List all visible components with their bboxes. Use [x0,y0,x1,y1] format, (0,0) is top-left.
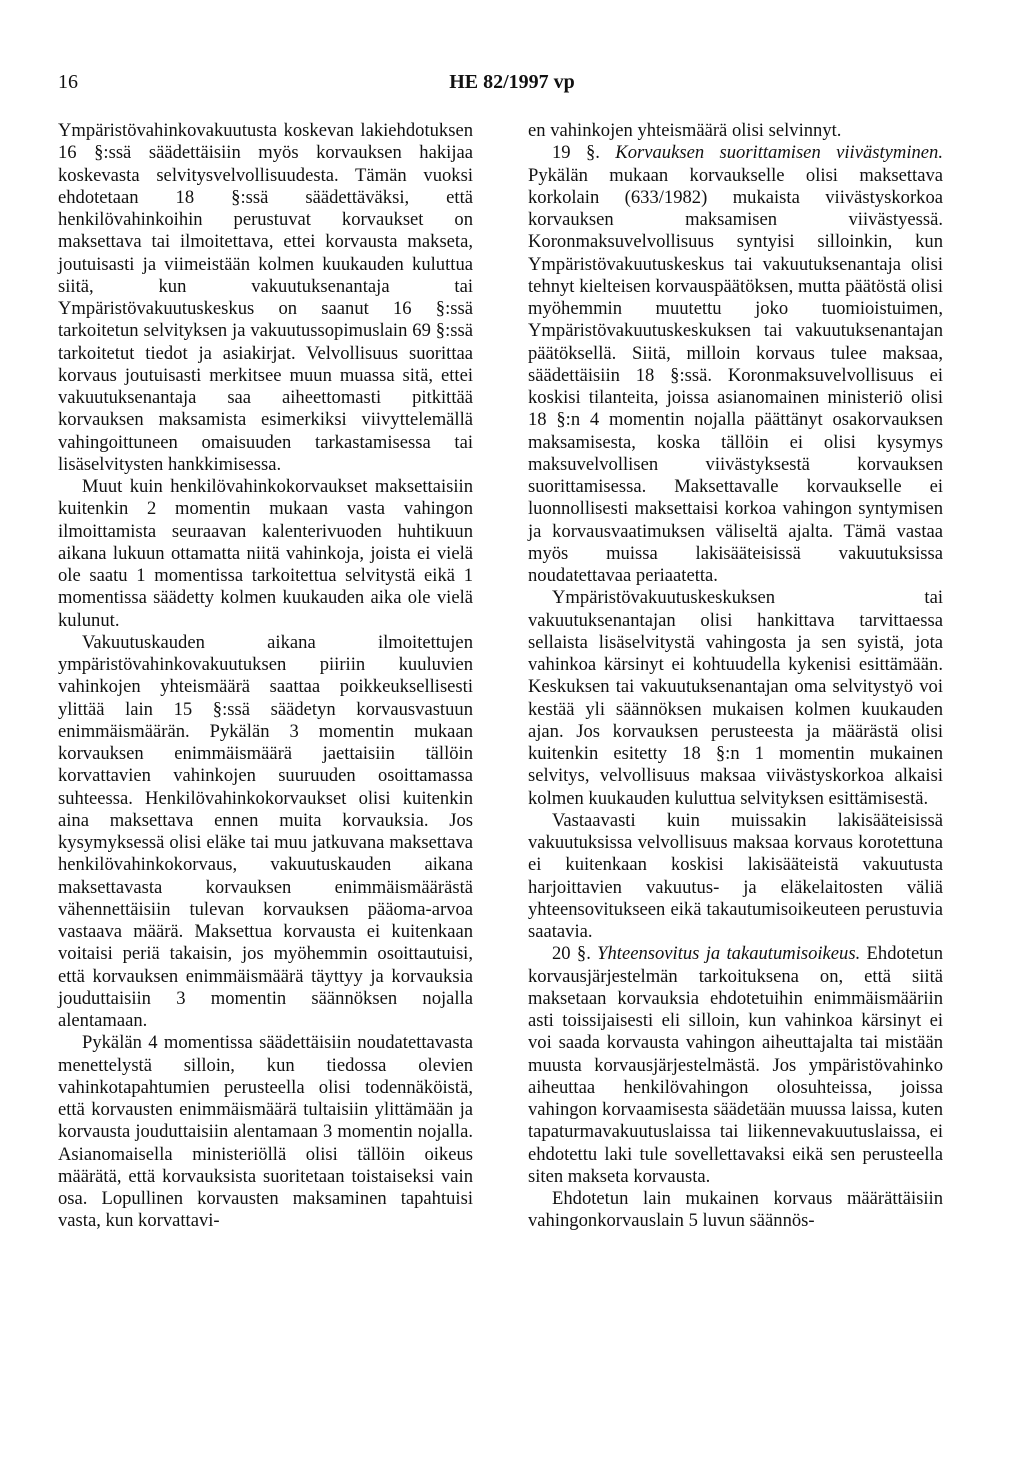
paragraph: Pykälän 4 momentissa säädettäisiin noudatettavasta menettelystä silloin, kun tiedossa olevien vahinkotapahtumien perusteella olisi todennäköistä, että korvausten enimmäismäärä tultaisiin ylittämään ja korvausta jouduttaisiin alentamaan 3 momentin nojalla. Asianomaisella ministeriöllä olisi tällöin oikeus määrätä, että korvauksista suoritetaan toistaiseksi vain osa. Lopullinen korvausten maksaminen tapahtuisi vasta, kun korvattavi- [58,1032,473,1232]
section-20-paragraph [528,943,943,1188]
paragraph: Vakuutuskauden aikana ilmoitettujen ympäristövahinkovakuutuksen piiriin kuuluvien vahinkojen yhteismäärä saattaa poikkeuksellisesti ylittää lain 15 §:ssä säädetyn korvausvastuun enimmäismäärän. Pykälän 3 momentin mukaan korvauksen enimmäismäärä jaettaisiin tällöin korvattavien vahinkojen suuruuden osoittamassa suhteessa. Henkilövahinkokorvaukset olisi kuitenkin aina maksettava ennen muita korvauksia. Jos kysymyksessä olisi eläke tai muu jatkuvana maksettava henkilövahinkokorvaus, vakuutuskauden aikana maksettavasta korvauksen enimmäismäärästä vähennettäisiin tulevan korvauksen pääoma-arvoa vastaava määrä. Maksettua korvausta ei kuitenkaan voitaisi periä takaisin, jos myöhemmin osoittautuisi, että korvauksen enimmäismäärä täyttyy ja korvauksia jouduttaisiin 3 momentin säännöksen nojalla alentamaan. [58,631,473,1031]
section-number: 19 §. [552,142,616,164]
paragraph: Vastaavasti kuin muissakin lakisääteisissä vakuutuksissa velvollisuus maksaa korvaus korotettuna ei kuitenkaan koskisi lakisääteistä vakuutusta harjoittavien vakuutus- ja eläkelaitosten väliä yhteensovitukseen eikä takautumisoikeuteen perustuvia saatavia. [528,809,943,942]
section-19-paragraph [528,142,943,587]
paragraph: Muut kuin henkilövahinkokorvaukset maksettaisiin kuitenkin 2 momentin mukaan vasta vahingon ilmoittamista seuraavan kalenterivuoden huhtikuun aikana lukuun ottamatta niitä vahinkoja, joista ei vielä ole saatu 1 momentissa tarkoitettua selvitystä eikä 1 momentissa säädetty kolmen kuukauden aika ole vielä kulunut. [58,476,473,631]
paragraph: Ympäristövahinkovakuutusta koskevan lakiehdotuksen 16 §:ssä säädettäisiin myös korvauksen hakijaa koskevasta selvitysvelvollisuudesta. Tämän vuoksi ehdotetaan 18 §:ssä säädettäväksi, että henkilövahinkoihin perustuvat korvaukset on maksettava tai ilmoitettava, ettei korvausta makseta, joutuisasti ja viimeistään kolmen kuukauden kuluttua siitä, kun vakuutuksenantaja tai Ympäristövakuutuskeskus on saanut 16 §:ssä tarkoitetun selvityksen ja vakuutussopimuslain 69 §:ssä tarkoitetut tiedot ja asiakirjat. Velvollisuus suorittaa korvaus joutuisasti merkitsee muun muassa sitä, ettei vakuutuksenantaja saa aiheettomasti pitkittää korvauksen maksamista esimerkiksi viivyttelemällä vahingoittuneen omaisuuden tarkastamisessa tai lisäselvitysten hankkimisessa. [58,120,473,475]
section-title: Yhteensovitus ja takautumisoikeus. [597,943,861,965]
section-number: 20 §. [552,943,598,965]
left-column [58,120,473,1233]
section-body: Pykälän mukaan korvaukselle olisi maksettava korkolain (633/1982) mukaista viivästyskorkoa korvauksen maksamisen viivästyessä. Koronmaksuvelvollisuus syntyisi silloinkin, kun Ympäristövakuutuskeskus tai vakuutuksenantaja olisi tehnyt kielteisen korvauspäätöksen, mutta päätöstä olisi myöhemmin muutettu joko tuomioistuimen, Ympäristövakuutuskeskuksen tai vakuutuksenantajan päätöksellä. Siitä, milloin korvaus tulee maksaa, säädettäisiin 18 §:ssä. Koronmaksuvelvollisuus ei koskisi tilanteita, joissa asianomainen ministeriö olisi 18 §:n 4 momentin nojalla päättänyt osakorvauksen maksamisesta, koska tällöin ei olisi kysymys maksuvelvollisen viivästyksestä korvauksen suorittamisessa. Maksettavalle korvaukselle ei luonnollisesti maksettaisi korkoa vahingon syntymisen ja korvausvaatimuksen väliseltä ajalta. Tämä vastaa myös muissa lakisääteisissä vakuutuksissa noudatettavaa periaatetta. [528,164,943,586]
section-body: Ehdotetun korvausjärjestelmän tarkoituksena on, että siitä maksetaan korvauksia ehdotetuihin enimmäismääriin asti toissijaisesti eli silloin, kun vahinkoa kärsinyt ei voi saada korvausta vahingon aiheuttajalta tai mistään muusta korvausjärjestelmästä. Jos ympäristövahinko aiheuttaa henkilövahingon olosuhteissa, joissa vahingon korvaamisesta säädetään muussa laissa, kuten tapaturmavakuutuslaissa tai liikennevakuutuslaissa, ei ehdotettu laki tule sovellettavaksi eikä sen perusteella siten makseta korvausta. [528,943,943,1187]
paragraph: en vahinkojen yhteismäärä olisi selvinnyt. [528,120,842,141]
right-column [528,120,943,1233]
running-head: HE 82/1997 vp [449,71,575,93]
paragraph: Ehdotetun lain mukainen korvaus määrättäisiin vahingonkorvauslain 5 luvun säännös- [528,1188,943,1232]
page-number: 16 [58,71,78,93]
section-title: Korvauksen suorittamisen viivästyminen. [615,142,943,164]
paragraph: Ympäristövakuutuskeskuksen tai vakuutuksenantajan olisi hankittava tarvittaessa sellaista lisäselvitystä vahingosta ja sen syistä, jota vahinkoa kärsinyt ei kohtuudella kykenisi esittämään. Keskuksen tai vakuutuksenantajan oma selvitystyö voi kestää yli säännöksen mukaisen kolmen kuukauden ajan. Jos korvauksen perusteesta ja määrästä olisi kuitenkin esitetty 18 §:n 1 momentin mukainen selvitys, velvollisuus maksaa viivästyskorkoa alkaisi kolmen kuukauden kuluttua selvityksen esittämisestä. [528,587,943,809]
